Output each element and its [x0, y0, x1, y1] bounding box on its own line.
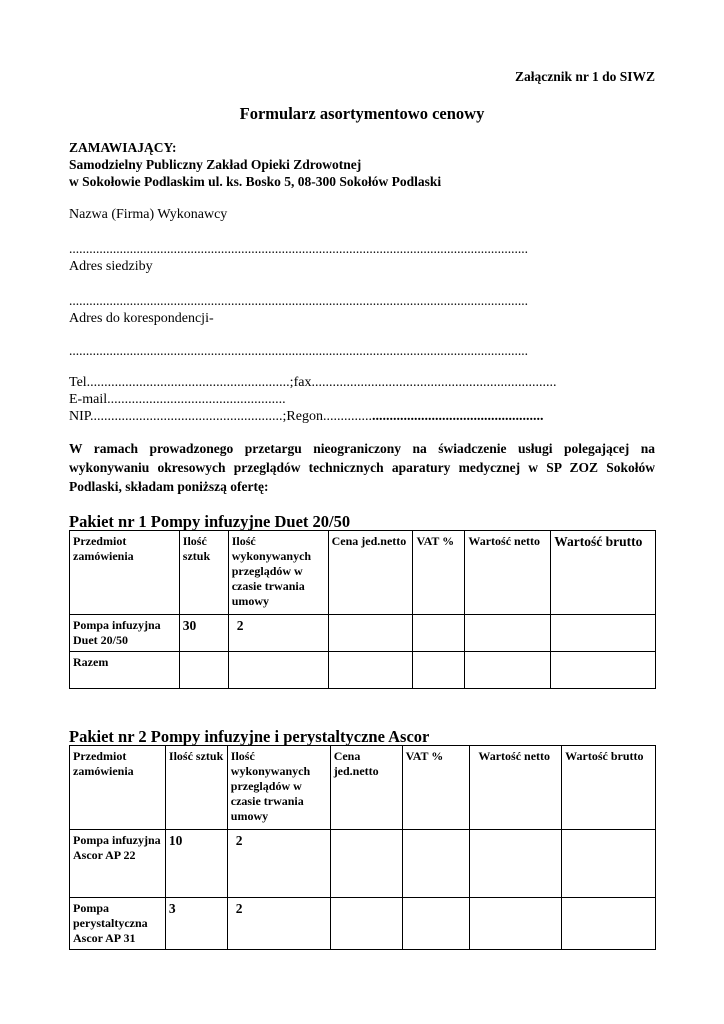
seat-address-label: Adres siedziby — [69, 259, 153, 274]
header-gross: Wartość brutto — [562, 746, 656, 830]
header-price: Cena jed.netto — [328, 531, 413, 615]
header-reviews: Ilość wykonywanych przeglądów w czasie trwania umowy — [228, 531, 328, 615]
table-total-row — [70, 652, 656, 689]
row-reviews: 2 — [227, 830, 330, 898]
contractor-name-label: Nazwa (Firma) Wykonawcy — [69, 207, 228, 222]
total-reviews[interactable] — [228, 652, 328, 689]
table-header-row — [70, 531, 656, 615]
total-net[interactable] — [465, 652, 551, 689]
row-net[interactable] — [470, 830, 562, 898]
email-line: E-mail................................................... — [69, 392, 286, 407]
total-gross[interactable] — [551, 652, 656, 689]
table-header-row — [70, 746, 656, 830]
row-qty: 30 — [179, 615, 228, 652]
row-gross[interactable] — [562, 898, 656, 950]
header-vat: VAT % — [402, 746, 470, 830]
correspondence-address-label: Adres do korespondencji- — [69, 311, 214, 326]
orderer-label: ZAMAWIAJĄCY: — [69, 140, 177, 155]
nip-regon-end: ................................................. — [371, 409, 544, 424]
contractor-name-dots: ........................................................................................................................................ — [69, 241, 528, 256]
row-item: Pompa perystaltyczna Ascor AP 31 — [70, 898, 166, 950]
intro-paragraph: W ramach prowadzonego przetargu nieograniczony na świadczenie usługi polegającej na wykonywaniu okresowych przeglądów technicznych aparatury medycznej w SP ZOZ Sokołów Podlaski, składam poniższą ofertę: — [69, 441, 655, 494]
row-qty: 3 — [165, 898, 227, 950]
header-net: Wartość netto — [465, 531, 551, 615]
table-row — [70, 615, 656, 652]
orderer-line-1: Samodzielny Publiczny Zakład Opieki Zdrowotnej — [69, 157, 362, 172]
total-qty[interactable] — [179, 652, 228, 689]
row-price[interactable] — [328, 615, 413, 652]
total-vat[interactable] — [413, 652, 465, 689]
header-vat: VAT % — [413, 531, 465, 615]
row-net[interactable] — [470, 898, 562, 950]
row-reviews: 2 — [228, 615, 328, 652]
correspondence-address-dots: ........................................................................................................................................ — [69, 343, 528, 358]
row-vat[interactable] — [402, 830, 470, 898]
table-row — [70, 830, 656, 898]
table-row — [70, 898, 656, 950]
package-1-title: Pakiet nr 1 Pompy infuzyjne Duet 20/50 — [69, 512, 351, 531]
total-label: Razem — [70, 652, 180, 689]
header-price: Cena jed.netto — [330, 746, 402, 830]
package-2-title: Pakiet nr 2 Pompy infuzyjne i perystaltyczne Ascor — [69, 727, 430, 746]
header-qty: Ilość sztuk — [179, 531, 228, 615]
page-title: Formularz asortymentowo cenowy — [239, 104, 485, 123]
tel-fax-line: Tel..........................................................;fax...................................................................... — [69, 375, 557, 390]
header-gross: Wartość brutto — [551, 531, 656, 615]
header-item: Przedmiot zamówienia — [70, 531, 180, 615]
row-price[interactable] — [330, 898, 402, 950]
row-gross[interactable] — [562, 830, 656, 898]
package-1-table — [69, 530, 656, 689]
total-price[interactable] — [328, 652, 413, 689]
seat-address-dots: ........................................................................................................................................ — [69, 293, 528, 308]
nip-regon-start: NIP.......................................................;Regon.............. — [69, 409, 372, 424]
row-item: Pompa infuzyjna Ascor AP 22 — [70, 830, 166, 898]
header-reviews: Ilość wykonywanych przeglądów w czasie trwania umowy — [227, 746, 330, 830]
attachment-label: Załącznik nr 1 do SIWZ — [514, 69, 655, 84]
row-net[interactable] — [465, 615, 551, 652]
header-qty: Ilość sztuk — [165, 746, 227, 830]
header-net: Wartość netto — [470, 746, 562, 830]
nip-regon-line — [69, 409, 543, 425]
row-item: Pompa infuzyjna Duet 20/50 — [70, 615, 180, 652]
row-qty: 10 — [165, 830, 227, 898]
row-gross[interactable] — [551, 615, 656, 652]
header-item: Przedmiot zamówienia — [70, 746, 166, 830]
row-vat[interactable] — [402, 898, 470, 950]
row-reviews: 2 — [227, 898, 330, 950]
row-vat[interactable] — [413, 615, 465, 652]
orderer-line-2: w Sokołowie Podlaskim ul. ks. Bosko 5, 08-300 Sokołów Podlaski — [69, 174, 442, 189]
package-2-table — [69, 745, 656, 950]
row-price[interactable] — [330, 830, 402, 898]
